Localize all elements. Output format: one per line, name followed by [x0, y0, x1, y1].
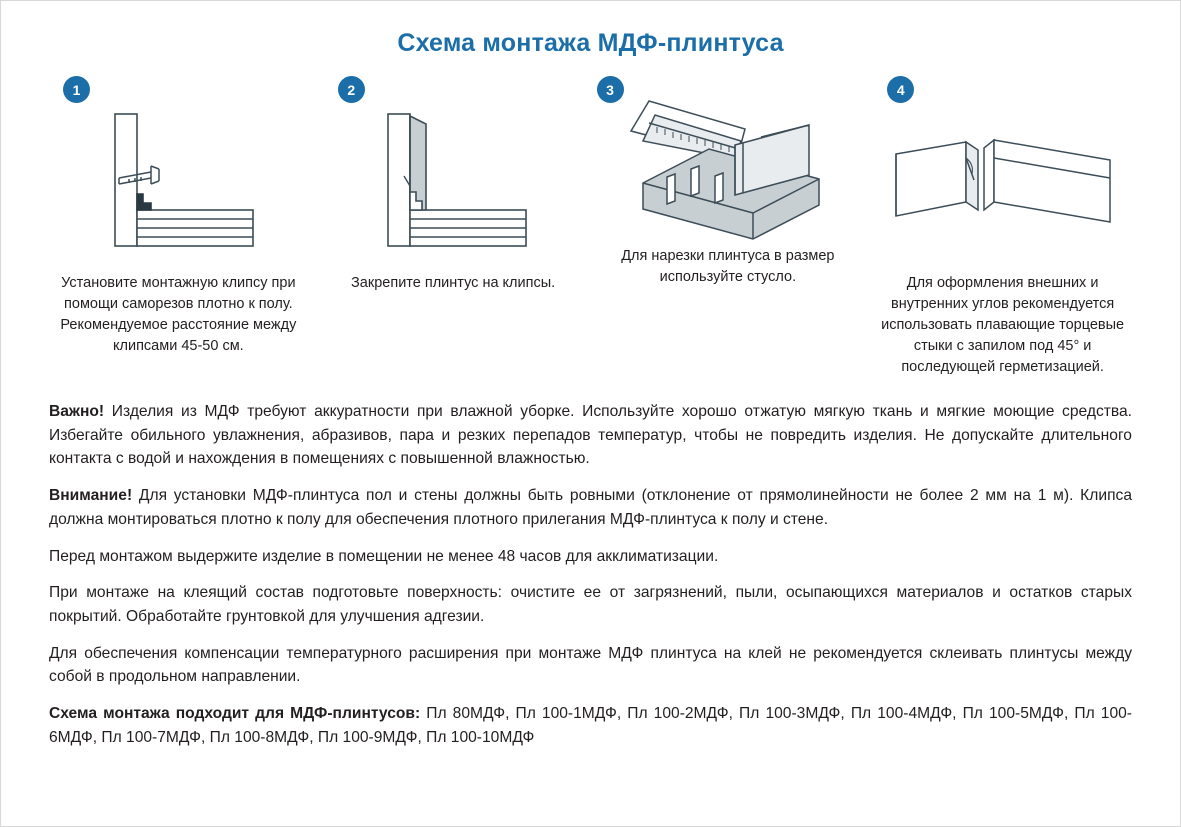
- paragraph-body: При монтаже на клеящий состав подготовьте поверхность: очистите ее от загрязнений, пыли, осыпающихся материалов и остатков старых покрытий. Обработайте грунтовкой для улучшения адгезии.: [49, 584, 1132, 625]
- body-text: [1, 400, 1180, 749]
- paragraph-body: Перед монтажом выдержите изделие в помещении не менее 48 часов для акклиматизации.: [49, 547, 719, 565]
- paragraph-lead: Важно!: [49, 403, 105, 421]
- paragraph-body: Для установки МДФ-плинтуса пол и стены должны быть ровными (отклонение от прямолинейности не более 2 мм на 1 м). Клипса должна монтироваться плотно к полу для обеспечения плотного прилегания МДФ-плинтуса к полу и стене.: [49, 487, 1132, 528]
- paragraph-important: [49, 400, 1132, 471]
- paragraph-attention: [49, 484, 1132, 531]
- step-number-badge: 1: [63, 76, 90, 103]
- paragraph-compatible-products: [49, 702, 1132, 749]
- wall-floor-clip-screw-illustration: [47, 103, 310, 273]
- corner-joint-45-degree-illustration: [871, 103, 1134, 273]
- paragraph-thermal-expansion: [49, 642, 1132, 689]
- step-3: [591, 76, 866, 378]
- step-number-badge: 3: [597, 76, 624, 103]
- step-number-badge: 4: [887, 76, 914, 103]
- paragraph-lead: Схема монтажа подходит для МДФ-плинтусов:: [49, 704, 421, 722]
- step-caption: Закрепите плинтус на клипсы.: [351, 275, 556, 291]
- step-caption: Для нарезки плинтуса в размер используйте стусло.: [621, 248, 835, 286]
- step-4: [865, 76, 1140, 378]
- miter-box-and-saw-illustration: [597, 76, 860, 246]
- paragraph-body: Для обеспечения компенсации температурного расширения при монтаже МДФ плинтуса на клей не рекомендуется склеивать плинтусы между собой в продольном направлении.: [49, 644, 1132, 686]
- step-number-badge: 2: [338, 76, 365, 103]
- step-1: [41, 76, 316, 378]
- steps-row: [1, 76, 1180, 378]
- skirting-snap-onto-clip-illustration: [322, 103, 585, 273]
- page-title: Схема монтажа МДФ-плинтуса: [397, 29, 784, 57]
- paragraph-adhesive-prep: [49, 581, 1132, 628]
- step-caption: Установите монтажную клипсу при помощи саморезов плотно к полу. Рекомендуемое расстояние между клипсами 45-50 см.: [60, 275, 297, 355]
- paragraph-body: Изделия из МДФ требуют аккуратности при влажной уборке. Используйте хорошо отжатую мягкую ткань и мягкие моющие средства. Избегайте обильного увлажнения, абразивов, пара и резких перепадов температур, чтобы не повредить изделия. Не допускайте длительного контакта с водой и нахождения в помещениях с повышенной влажностью.: [49, 403, 1132, 468]
- paragraph-lead: Внимание!: [49, 487, 133, 505]
- paragraph-body: Пл 80МДФ, Пл 100-1МДФ, Пл 100-2МДФ, Пл 100-3МДФ, Пл 100-4МДФ, Пл 100-5МДФ, Пл 100-6МДФ, Пл 100-7МДФ, Пл 100-8МДФ, Пл 100-9МДФ, Пл 100-10МДФ: [49, 704, 1132, 746]
- step-2: [316, 76, 591, 378]
- step-caption: Для оформления внешних и внутренних углов рекомендуется использовать плавающие торцевые стыки с запилом под 45° и последующей герметизацией.: [881, 275, 1125, 376]
- paragraph-acclimatization: [49, 545, 1132, 569]
